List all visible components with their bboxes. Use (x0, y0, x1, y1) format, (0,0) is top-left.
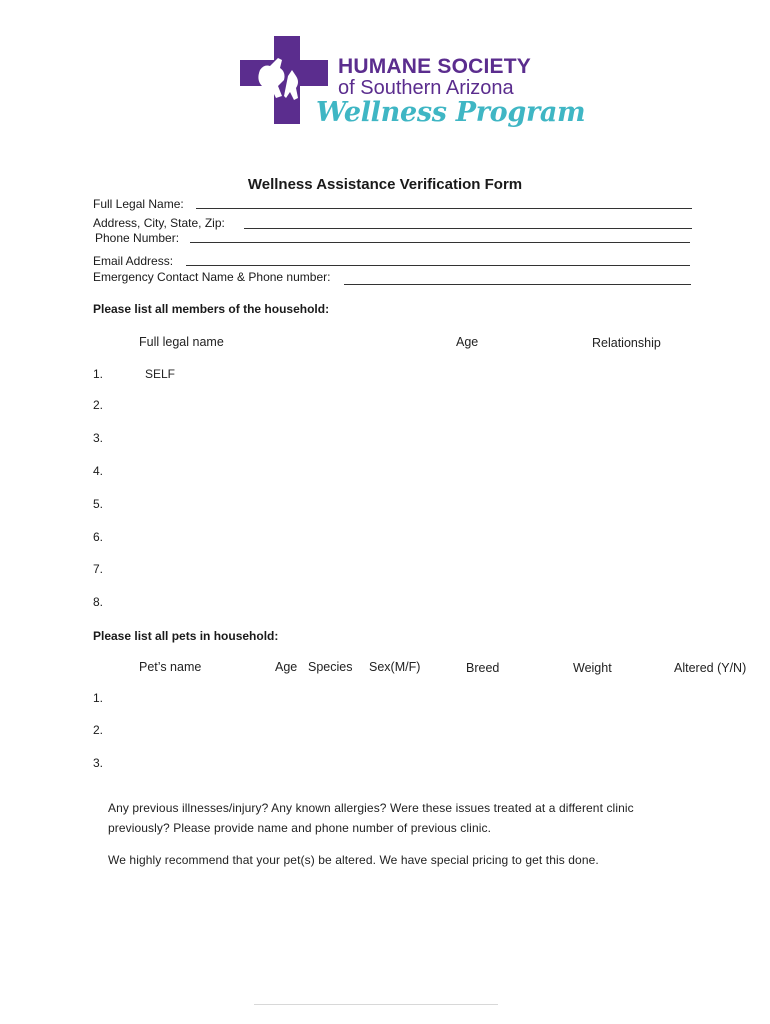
form-title: Wellness Assistance Verification Form (247, 176, 523, 193)
illness-question-line1: Any previous illnesses/injury? Any known allergies? Were these issues treated at a different clinic (108, 801, 634, 815)
household-row-number: 5. (93, 497, 104, 511)
household-row-name: SELF (145, 367, 176, 381)
email-line[interactable] (186, 265, 690, 266)
household-row-number: 7. (93, 562, 104, 576)
pets-col-sex: Sex(M/F) (369, 660, 421, 674)
phone-line[interactable] (190, 242, 690, 243)
pets-heading: Please list all pets in household: (93, 629, 279, 643)
pets-col-altered: Altered (Y/N) (674, 661, 747, 675)
full-name-label: Full Legal Name: (93, 197, 184, 211)
pet-row-number: 2. (93, 723, 104, 737)
email-label: Email Address: (93, 254, 174, 268)
emergency-contact-label: Emergency Contact Name & Phone number: (93, 270, 331, 284)
pets-col-weight: Weight (573, 661, 612, 675)
household-col-age: Age (456, 335, 479, 349)
household-row-number: 6. (93, 530, 104, 544)
household-row-number: 2. (93, 398, 104, 412)
logo-program-name: Wellness Program (316, 97, 586, 128)
household-heading: Please list all members of the household: (93, 302, 330, 316)
emergency-contact-line[interactable] (344, 284, 691, 285)
pet-row-number: 3. (93, 756, 104, 770)
footer-divider (254, 1004, 498, 1005)
phone-label: Phone Number: (95, 231, 180, 245)
household-col-relationship: Relationship (592, 336, 661, 350)
household-row-number: 3. (93, 431, 104, 445)
household-row-number: 4. (93, 464, 104, 478)
altering-recommendation: We highly recommend that your pet(s) be altered. We have special pricing to get this done. (108, 853, 599, 867)
pets-col-name: Pet’s name (139, 660, 202, 674)
household-row-number: 1. (93, 367, 104, 381)
full-name-line[interactable] (196, 208, 692, 209)
illness-question-line2: previously? Please provide name and phone number of previous clinic. (108, 821, 492, 835)
address-line[interactable] (244, 228, 692, 229)
logo-org-name: HUMANE SOCIETY (338, 55, 531, 78)
pets-col-species: Species (308, 660, 353, 674)
address-label: Address, City, State, Zip: (93, 216, 225, 230)
logo-org-subtitle: of Southern Arizona (338, 77, 514, 99)
household-col-name: Full legal name (139, 335, 224, 349)
pets-col-age: Age (275, 660, 298, 674)
household-row-number: 8. (93, 595, 104, 609)
pets-col-breed: Breed (466, 661, 500, 675)
pet-row-number: 1. (93, 691, 104, 705)
